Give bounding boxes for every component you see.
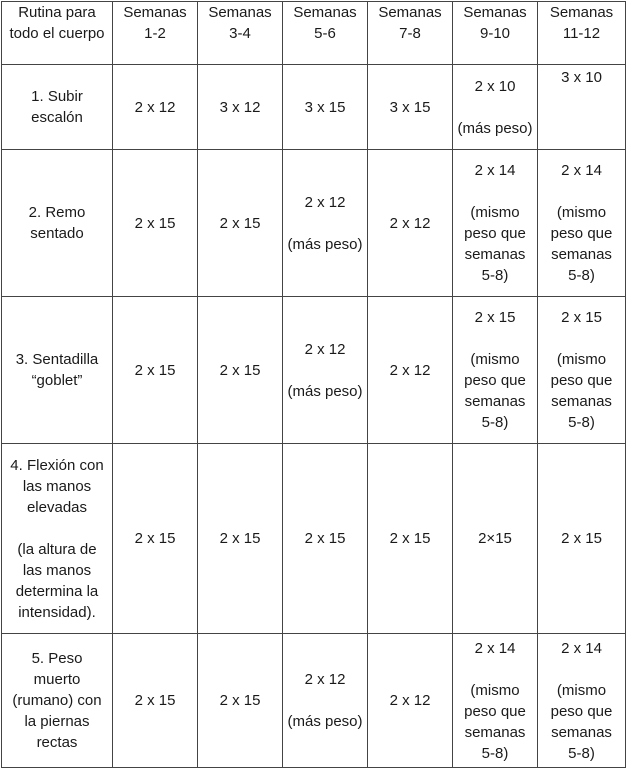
cell-weeks-5-6: 2 x 15 (283, 444, 368, 634)
cell-weeks-7-8: 2 x 12 (368, 634, 453, 768)
header-row (2, 2, 626, 65)
exercise-cell: 5. Peso muerto (rumano) con la piernas rectas (2, 634, 113, 768)
header-weeks-9-10: Semanas 9-10 (453, 2, 538, 65)
cell-weeks-11-12: 2 x 15 (538, 444, 626, 634)
header-weeks-7-8: Semanas 7-8 (368, 2, 453, 65)
table-row (2, 634, 626, 768)
table-row (2, 297, 626, 444)
exercise-cell: 3. Sentadilla “goblet” (2, 297, 113, 444)
cell-weeks-5-6: 2 x 12 (más peso) (283, 297, 368, 444)
table-row (2, 65, 626, 150)
cell-weeks-3-4: 2 x 15 (198, 150, 283, 297)
header-weeks-3-4: Semanas 3-4 (198, 2, 283, 65)
cell-weeks-11-12: 2 x 14 (mismo peso que semanas 5-8) (538, 634, 626, 768)
exercise-cell: 2. Remo sentado (2, 150, 113, 297)
cell-weeks-5-6: 2 x 12 (más peso) (283, 634, 368, 768)
cell-weeks-9-10: 2×15 (453, 444, 538, 634)
cell-weeks-7-8: 3 x 15 (368, 65, 453, 150)
cell-weeks-7-8: 2 x 12 (368, 297, 453, 444)
header-weeks-1-2: Semanas 1-2 (113, 2, 198, 65)
cell-weeks-11-12: 3 x 10 (538, 65, 626, 150)
workout-table (1, 1, 626, 768)
exercise-cell: 1. Subir escalón (2, 65, 113, 150)
cell-weeks-9-10: 2 x 14 (mismo peso que semanas 5-8) (453, 634, 538, 768)
header-routine: Rutina para todo el cuerpo (2, 2, 113, 65)
cell-weeks-1-2: 2 x 15 (113, 297, 198, 444)
cell-weeks-3-4: 2 x 15 (198, 444, 283, 634)
cell-weeks-3-4: 2 x 15 (198, 297, 283, 444)
header-weeks-5-6: Semanas 5-6 (283, 2, 368, 65)
cell-weeks-7-8: 2 x 15 (368, 444, 453, 634)
cell-weeks-1-2: 2 x 15 (113, 444, 198, 634)
cell-weeks-5-6: 3 x 15 (283, 65, 368, 150)
cell-weeks-1-2: 2 x 15 (113, 150, 198, 297)
cell-weeks-9-10: 2 x 14 (mismo peso que semanas 5-8) (453, 150, 538, 297)
cell-weeks-9-10: 2 x 15 (mismo peso que semanas 5-8) (453, 297, 538, 444)
cell-weeks-9-10: 2 x 10 (más peso) (453, 65, 538, 150)
cell-weeks-5-6: 2 x 12 (más peso) (283, 150, 368, 297)
cell-weeks-11-12: 2 x 14 (mismo peso que semanas 5-8) (538, 150, 626, 297)
exercise-cell: 4. Flexión con las manos elevadas (la altura de las manos determina la intensidad). (2, 444, 113, 634)
table-row (2, 444, 626, 634)
cell-weeks-1-2: 2 x 12 (113, 65, 198, 150)
cell-weeks-3-4: 3 x 12 (198, 65, 283, 150)
header-weeks-11-12: Semanas 11-12 (538, 2, 626, 65)
table-row (2, 150, 626, 297)
cell-weeks-3-4: 2 x 15 (198, 634, 283, 768)
cell-weeks-11-12: 2 x 15 (mismo peso que semanas 5-8) (538, 297, 626, 444)
cell-weeks-7-8: 2 x 12 (368, 150, 453, 297)
cell-weeks-1-2: 2 x 15 (113, 634, 198, 768)
